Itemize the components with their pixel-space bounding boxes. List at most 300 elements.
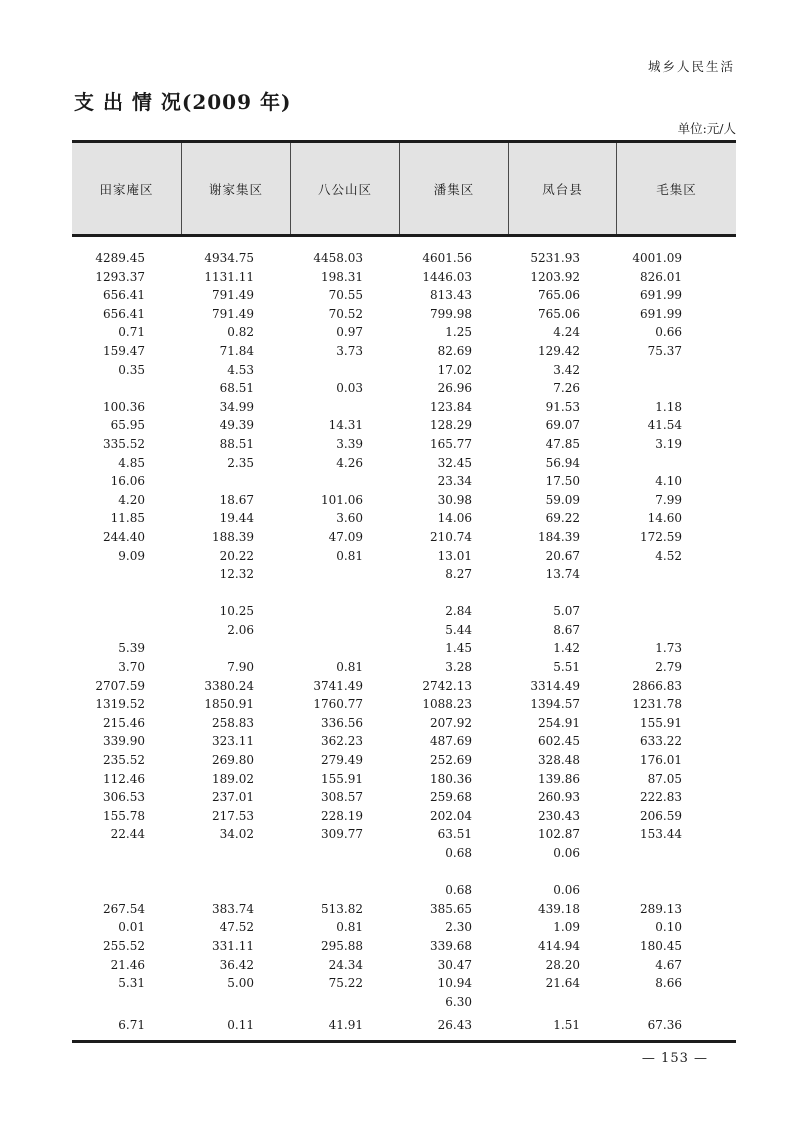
table-cell: 1760.77 (313, 697, 363, 712)
table-cell: 16.06 (110, 474, 145, 489)
table-cell: 339.68 (430, 938, 472, 953)
table-cell (399, 584, 508, 603)
table-cell: 0.68 (445, 846, 472, 860)
table-cell: 0.68 (445, 883, 472, 898)
table-cell (616, 454, 736, 473)
expenditure-table (72, 140, 736, 1043)
table-cell (616, 621, 736, 640)
table-cell: 4.53 (227, 362, 254, 377)
table-cell: 75.37 (647, 343, 682, 358)
table-cell: 4001.09 (632, 251, 682, 265)
table-row (72, 323, 736, 342)
table-cell: 1203.92 (530, 269, 580, 284)
table-row (72, 918, 736, 937)
table-cell: 237.01 (212, 790, 254, 805)
table-cell: 0.01 (118, 920, 145, 935)
table-cell: 656.41 (103, 288, 145, 303)
table-cell: 215.46 (103, 715, 145, 730)
table-cell: 439.18 (538, 901, 580, 916)
table-cell: 6.30 (445, 994, 472, 1009)
table-cell: 254.91 (538, 715, 580, 730)
table-cell: 4458.03 (313, 251, 363, 265)
table-cell: 0.06 (553, 883, 580, 898)
column-header: 八公山区 (290, 143, 399, 234)
table-cell: 198.31 (321, 269, 363, 284)
table-cell (181, 472, 290, 491)
table-row (72, 956, 736, 975)
table-cell: 3.19 (655, 436, 682, 451)
table-cell: 289.13 (640, 901, 682, 916)
table-cell: 331.11 (212, 938, 254, 953)
table-cell: 123.84 (430, 399, 472, 414)
table-cell: 17.02 (437, 362, 472, 377)
table-cell: 22.44 (110, 827, 145, 842)
table-row (72, 881, 736, 900)
table-cell: 17.50 (545, 474, 580, 489)
table-cell: 339.90 (103, 734, 145, 749)
table-cell: 91.53 (545, 399, 580, 414)
table-cell: 28.20 (545, 957, 580, 972)
table-cell: 19.44 (219, 511, 254, 526)
table-cell: 414.94 (538, 938, 580, 953)
table-cell: 14.31 (328, 418, 363, 433)
table-cell: 1293.37 (95, 269, 145, 284)
table-cell: 210.74 (430, 529, 472, 544)
table-cell: 513.82 (321, 901, 363, 916)
table-cell: 4289.45 (95, 251, 145, 265)
table-cell (290, 881, 399, 900)
table-cell: 3.28 (445, 660, 472, 675)
table-cell (290, 863, 399, 882)
column-header: 凤台县 (508, 143, 616, 234)
table-cell: 228.19 (321, 808, 363, 823)
table-row (72, 863, 736, 882)
table-cell (399, 863, 508, 882)
table-cell: 487.69 (430, 734, 472, 749)
table-cell: 0.03 (336, 381, 363, 396)
table-cell: 180.45 (640, 938, 682, 953)
table-cell: 1.42 (553, 641, 580, 656)
table-cell (72, 565, 181, 584)
table-cell: 0.06 (553, 846, 580, 860)
table-cell: 63.51 (437, 827, 472, 842)
table-row (72, 751, 736, 770)
table-row (72, 398, 736, 417)
table-cell (72, 993, 181, 1012)
table-cell: 172.59 (640, 529, 682, 544)
table-cell: 633.22 (640, 734, 682, 749)
table-cell (616, 602, 736, 621)
table-cell: 5231.93 (530, 251, 580, 265)
table-row (72, 974, 736, 993)
table-cell: 34.02 (219, 827, 254, 842)
table-cell: 21.46 (110, 957, 145, 972)
table-cell: 656.41 (103, 306, 145, 321)
table-cell: 4.24 (553, 325, 580, 340)
table-cell (72, 844, 181, 863)
table-cell: 82.69 (437, 343, 472, 358)
table-cell: 21.64 (545, 976, 580, 991)
table-cell: 153.44 (640, 827, 682, 842)
table-cell: 260.93 (538, 790, 580, 805)
table-cell: 765.06 (538, 288, 580, 303)
table-cell: 3.42 (553, 362, 580, 377)
table-cell (290, 993, 399, 1012)
table-cell: 5.39 (118, 641, 145, 656)
table-cell (72, 863, 181, 882)
table-cell: 202.04 (430, 808, 472, 823)
table-cell: 65.95 (110, 418, 145, 433)
table-cell: 3.60 (336, 511, 363, 526)
table-cell: 383.74 (212, 901, 254, 916)
table-cell: 4.67 (655, 957, 682, 972)
table-row (72, 677, 736, 696)
table-cell: 30.47 (437, 957, 472, 972)
table-cell: 2707.59 (95, 678, 145, 693)
table-cell: 3314.49 (530, 678, 580, 693)
table-cell: 4.20 (118, 492, 145, 507)
table-cell (181, 639, 290, 658)
table-row (72, 900, 736, 919)
table-cell (508, 863, 616, 882)
table-cell: 7.26 (553, 381, 580, 396)
table-cell (181, 993, 290, 1012)
table-cell: 765.06 (538, 306, 580, 321)
column-header: 潘集区 (399, 143, 508, 234)
table-row (72, 714, 736, 733)
table-row (72, 565, 736, 584)
table-cell: 14.60 (647, 511, 682, 526)
table-cell: 1.73 (655, 641, 682, 656)
table-row (72, 937, 736, 956)
table-cell: 2866.83 (632, 678, 682, 693)
table-row (72, 1016, 736, 1035)
table-cell: 11.85 (110, 511, 145, 526)
table-cell: 0.82 (227, 325, 254, 340)
table-cell: 180.36 (430, 771, 472, 786)
page-number: — 153 — (641, 1051, 708, 1066)
table-cell: 176.01 (640, 753, 682, 768)
table-cell: 34.99 (219, 399, 254, 414)
table-row (72, 268, 736, 287)
table-cell: 155.78 (103, 808, 145, 823)
table-row (72, 361, 736, 380)
table-row (72, 658, 736, 677)
table-cell: 2.35 (227, 455, 254, 470)
table-cell: 3380.24 (204, 678, 254, 693)
table-cell (616, 881, 736, 900)
table-cell: 67.36 (647, 1018, 682, 1033)
table-cell: 184.39 (538, 529, 580, 544)
table-cell: 602.45 (538, 734, 580, 749)
table-cell: 13.01 (437, 548, 472, 563)
table-cell: 4.10 (655, 474, 682, 489)
table-cell: 71.84 (219, 343, 254, 358)
table-row (72, 472, 736, 491)
table-cell: 244.40 (103, 529, 145, 544)
table-cell: 217.53 (212, 808, 254, 823)
table-row (72, 825, 736, 844)
table-row (72, 416, 736, 435)
table-cell: 259.68 (430, 790, 472, 805)
table-cell: 0.10 (655, 920, 682, 935)
table-cell: 88.51 (219, 436, 254, 451)
table-cell: 813.43 (430, 288, 472, 303)
table-cell: 2.84 (445, 604, 472, 619)
table-cell (72, 379, 181, 398)
table-cell: 799.98 (430, 306, 472, 321)
table-cell: 3.70 (118, 660, 145, 675)
table-cell: 68.51 (219, 381, 254, 396)
table-cell: 269.80 (212, 753, 254, 768)
table-cell: 267.54 (103, 901, 145, 916)
table-cell: 56.94 (545, 455, 580, 470)
table-row (72, 807, 736, 826)
table-cell: 207.92 (430, 715, 472, 730)
table-cell: 47.52 (219, 920, 254, 935)
table-cell (616, 863, 736, 882)
table-row (72, 249, 736, 268)
table-cell: 2.06 (227, 622, 254, 637)
table-cell: 336.56 (321, 715, 363, 730)
table-cell (181, 881, 290, 900)
table-cell: 0.35 (118, 362, 145, 377)
table-cell: 5.00 (227, 976, 254, 991)
table-cell: 323.11 (212, 734, 254, 749)
table-cell: 129.42 (538, 343, 580, 358)
table-cell: 0.97 (336, 325, 363, 340)
table-cell: 3.39 (336, 436, 363, 451)
table-cell (290, 584, 399, 603)
table-cell: 13.74 (545, 567, 580, 582)
table-cell: 3.73 (336, 343, 363, 358)
table-cell: 18.67 (219, 492, 254, 507)
table-cell: 328.48 (538, 753, 580, 768)
table-row (72, 342, 736, 361)
table-cell: 7.90 (227, 660, 254, 675)
table-cell: 0.11 (227, 1018, 254, 1033)
table-cell: 826.01 (640, 269, 682, 284)
table-row (72, 584, 736, 603)
table-cell: 258.83 (212, 715, 254, 730)
column-header: 田家庵区 (99, 181, 154, 197)
table-cell: 1088.23 (422, 697, 472, 712)
table-cell: 295.88 (321, 938, 363, 953)
table-row (72, 528, 736, 547)
table-cell: 23.34 (437, 474, 472, 489)
table-cell: 230.43 (538, 808, 580, 823)
table-cell: 112.46 (103, 771, 145, 786)
table-cell (72, 584, 181, 603)
table-cell: 7.99 (655, 492, 682, 507)
table-cell: 791.49 (212, 288, 254, 303)
table-row (72, 639, 736, 658)
table-cell: 36.42 (219, 957, 254, 972)
table-cell: 4.26 (336, 455, 363, 470)
table-cell: 1319.52 (95, 697, 145, 712)
column-header: 谢家集区 (181, 143, 290, 234)
table-row (72, 602, 736, 621)
table-cell: 188.39 (212, 529, 254, 544)
table-cell: 12.32 (219, 567, 254, 582)
table-cell: 206.59 (640, 808, 682, 823)
table-cell: 20.67 (545, 548, 580, 563)
table-cell: 75.22 (328, 976, 363, 991)
table-row (72, 770, 736, 789)
table-cell: 189.02 (212, 771, 254, 786)
table-row (72, 491, 736, 510)
table-cell (508, 993, 616, 1012)
table-cell (290, 844, 399, 863)
table-cell: 8.27 (445, 567, 472, 582)
table-row (72, 379, 736, 398)
table-cell: 4601.56 (422, 251, 472, 265)
table-cell: 691.99 (640, 306, 682, 321)
table-cell: 0.81 (336, 548, 363, 563)
table-cell: 14.06 (437, 511, 472, 526)
table-cell: 222.83 (640, 790, 682, 805)
table-row (72, 695, 736, 714)
table-cell: 335.52 (103, 436, 145, 451)
table-cell: 6.71 (118, 1018, 145, 1033)
table-cell: 128.29 (430, 418, 472, 433)
table-cell: 32.45 (437, 455, 472, 470)
table-cell (72, 621, 181, 640)
table-cell: 4.52 (655, 548, 682, 563)
table-row (72, 547, 736, 566)
table-cell: 41.54 (647, 418, 682, 433)
table-row (72, 621, 736, 640)
table-cell (181, 584, 290, 603)
table-cell (616, 844, 736, 863)
table-cell: 1446.03 (422, 269, 472, 284)
table-cell: 10.25 (219, 604, 254, 619)
table-cell: 691.99 (640, 288, 682, 303)
table-cell: 165.77 (430, 436, 472, 451)
table-header-row (72, 143, 736, 237)
table-cell (290, 565, 399, 584)
table-cell (616, 584, 736, 603)
table-cell: 139.86 (538, 771, 580, 786)
table-cell: 70.55 (328, 288, 363, 303)
table-cell (290, 361, 399, 380)
table-row (72, 993, 736, 1012)
table-cell: 100.36 (103, 399, 145, 414)
table-cell: 155.91 (640, 715, 682, 730)
table-cell: 2.79 (655, 660, 682, 675)
table-cell (72, 881, 181, 900)
table-cell: 1.25 (445, 325, 472, 340)
table-row (72, 732, 736, 751)
table-cell: 4934.75 (204, 251, 254, 265)
table-cell: 41.91 (328, 1018, 363, 1033)
table-row (72, 844, 736, 863)
table-cell (508, 584, 616, 603)
table-cell: 255.52 (103, 938, 145, 953)
table-cell (290, 472, 399, 491)
table-cell: 308.57 (321, 790, 363, 805)
table-cell: 362.23 (321, 734, 363, 749)
table-cell: 8.66 (655, 976, 682, 991)
table-cell: 1.45 (445, 641, 472, 656)
table-cell: 0.81 (336, 920, 363, 935)
table-cell: 101.06 (321, 492, 363, 507)
table-body (72, 237, 736, 1040)
table-cell: 8.67 (553, 622, 580, 637)
table-cell: 49.39 (219, 418, 254, 433)
table-cell: 2742.13 (422, 678, 472, 693)
table-row (72, 454, 736, 473)
column-header: 毛集区 (616, 143, 736, 234)
table-cell: 59.09 (545, 492, 580, 507)
table-cell: 1394.57 (530, 697, 580, 712)
table-cell: 0.71 (118, 325, 145, 340)
page-title: 支 出 情 况(2009 年) (74, 90, 292, 114)
table-cell: 69.07 (545, 418, 580, 433)
table-cell: 5.51 (553, 660, 580, 675)
table-cell: 309.77 (321, 827, 363, 842)
table-cell: 385.65 (430, 901, 472, 916)
table-cell (181, 863, 290, 882)
section-header: 城乡人民生活 (647, 59, 735, 74)
table-cell: 26.43 (437, 1018, 472, 1033)
table-cell (72, 602, 181, 621)
table-cell (290, 602, 399, 621)
table-cell (616, 993, 736, 1012)
table-cell: 87.05 (647, 771, 682, 786)
table-cell: 3741.49 (313, 678, 363, 693)
table-cell: 1850.91 (204, 697, 254, 712)
table-cell (181, 844, 290, 863)
table-cell: 10.94 (437, 976, 472, 991)
table-cell: 0.66 (655, 325, 682, 340)
table-cell: 2.30 (445, 920, 472, 935)
table-cell (290, 639, 399, 658)
table-row (72, 435, 736, 454)
table-cell (290, 398, 399, 417)
table-row (72, 509, 736, 528)
table-cell: 5.31 (118, 976, 145, 991)
table-cell (290, 621, 399, 640)
table-cell: 1231.78 (632, 697, 682, 712)
table-cell (616, 361, 736, 380)
table-cell: 1.09 (553, 920, 580, 935)
table-cell: 252.69 (430, 753, 472, 768)
table-cell: 69.22 (545, 511, 580, 526)
table-cell: 791.49 (212, 306, 254, 321)
table-cell: 9.09 (118, 548, 145, 563)
table-cell: 1.18 (655, 399, 682, 414)
table-cell: 70.52 (328, 306, 363, 321)
table-cell: 20.22 (219, 548, 254, 563)
table-cell: 306.53 (103, 790, 145, 805)
table-row (72, 788, 736, 807)
table-cell: 24.34 (328, 957, 363, 972)
table-cell: 47.85 (545, 436, 580, 451)
table-cell: 5.07 (553, 604, 580, 619)
table-cell: 102.87 (538, 827, 580, 842)
table-cell (616, 565, 736, 584)
table-cell: 26.96 (437, 381, 472, 396)
table-cell: 235.52 (103, 753, 145, 768)
table-cell: 5.44 (445, 622, 472, 637)
table-cell: 159.47 (103, 343, 145, 358)
table-row (72, 305, 736, 324)
table-cell: 279.49 (321, 753, 363, 768)
unit-label: 单位:元/人 (677, 121, 736, 136)
table-cell: 1.51 (553, 1018, 580, 1033)
table-cell (616, 379, 736, 398)
